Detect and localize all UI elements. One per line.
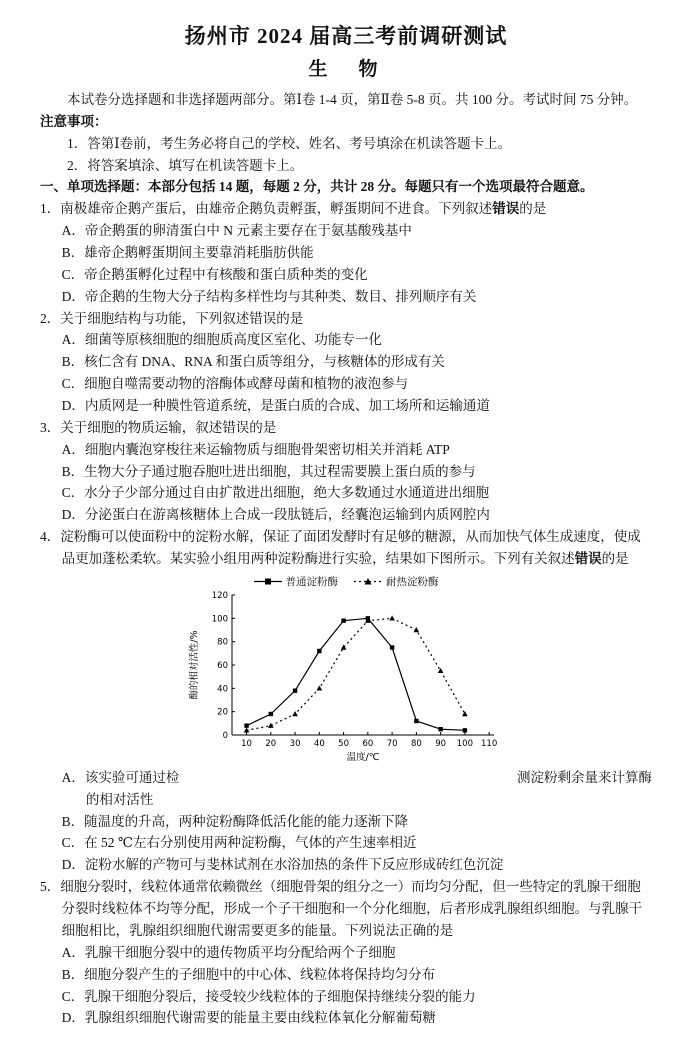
question-1-option-c: C．帝企鹅蛋孵化过程中有核酸和蛋白质种类的变化: [61, 266, 368, 282]
question-4-bold-word: 错误: [574, 551, 602, 567]
question-5-option-d: D．乳腺组织细胞代谢需要的能量主要由线粒体氧化分解葡萄糖: [61, 1010, 436, 1026]
question-3-option-a: A．细胞内囊泡穿梭往来运输物质与细胞骨架密切相关并消耗 ATP: [61, 441, 450, 457]
svg-text:40: 40: [313, 738, 325, 749]
question-5: [40, 876, 652, 1029]
notes-label: 注意事项：: [40, 113, 108, 129]
svg-text:100: 100: [211, 614, 228, 625]
svg-text:20: 20: [217, 707, 228, 718]
question-2-option-a: A．细菌等原核细胞的细胞质高度区室化、功能专一化: [61, 332, 382, 348]
legend-solid-line-square-marker-icon: [254, 577, 282, 586]
question-4-option-a-left: A．该实验可通过检: [61, 769, 180, 785]
svg-text:80: 80: [410, 738, 422, 749]
question-4-option-a-continued: 的相对活性: [85, 791, 154, 807]
question-2-text: 关于细胞结构与功能，下列叙述错误的是: [60, 310, 304, 326]
chart-canvas: [186, 589, 506, 767]
svg-text:60: 60: [362, 738, 374, 749]
legend-item-heat-stable-amylase: [354, 574, 439, 589]
question-5-option-c: C．乳腺干细胞分裂后，接受较少线粒体的子细胞保持继续分裂的能力: [61, 988, 476, 1004]
svg-text:50: 50: [338, 738, 350, 749]
legend-dotted-line-triangle-marker-icon: [354, 577, 382, 586]
question-4-text: 淀粉酶可以使面粉中的淀粉水解，保证了面团发酵时有足够的糖源，从而加快气体生成速度，使成品更加蓬松柔软。某实验小组用两种淀粉酶进行实验，结果如下图所示。下列有关叙述: [60, 529, 641, 567]
question-1-number: 1．: [40, 201, 61, 217]
question-4-option-c: C．在 52 ℃左右分别使用两种淀粉酶，气体的产生速率相近: [61, 835, 417, 851]
svg-text:30: 30: [289, 738, 301, 749]
question-4-number: 4．: [40, 529, 61, 545]
question-2-option-b: B．核仁含有 DNA、RNA 和蛋白质等组分，与核糖体的形成有关: [61, 354, 445, 370]
svg-text:110: 110: [481, 738, 498, 749]
legend-label-heat-stable-amylase: 耐热淀粉酶: [386, 575, 439, 588]
svg-text:温度/℃: 温度/℃: [346, 751, 380, 763]
question-3-option-b: B．生物大分子通过胞吞胞吐进出细胞，其过程需要膜上蛋白质的参与: [61, 463, 476, 479]
note-1: 1．答第Ⅰ卷前，考生务必将自己的学校、姓名、考号填涂在机读答题卡上。: [67, 135, 512, 151]
note-2: 2．将答案填涂、填写在机读答题卡上。: [67, 157, 304, 173]
question-1-stem: [40, 198, 652, 220]
question-1-option-b: B．雄帝企鹅孵蛋期间主要靠消耗脂肪供能: [61, 245, 314, 261]
svg-text:100: 100: [456, 738, 474, 749]
enzyme-activity-chart: [181, 574, 511, 767]
question-5-stem: [40, 876, 652, 942]
question-3-number: 3．: [40, 419, 61, 435]
question-2: [40, 308, 652, 417]
exam-title: 扬州市 2024 届高三考前调研测试: [184, 24, 508, 48]
question-2-stem: [40, 308, 652, 330]
question-1-bold-word: 错误: [492, 201, 520, 217]
svg-text:0: 0: [222, 730, 228, 741]
svg-text:90: 90: [435, 738, 447, 749]
svg-text:40: 40: [217, 684, 228, 695]
svg-text:120: 120: [211, 590, 228, 601]
question-4-option-b: B．随温度的升高，两种淀粉酶降低活化能的能力逐渐下降: [61, 813, 409, 829]
question-1-option-d: D．帝企鹅的生物大分子结构多样性均与其种类、数目、排列顺序有关: [61, 288, 477, 304]
svg-text:80: 80: [217, 637, 228, 648]
question-5-number: 5．: [40, 879, 61, 895]
svg-text:酶的相对活性/%: 酶的相对活性/%: [189, 630, 200, 700]
question-1-text: 南极雄帝企鹅产蛋后，由雄帝企鹅负责孵蛋，孵蛋期间不进食。下列叙述: [60, 201, 493, 217]
svg-text:60: 60: [217, 660, 228, 671]
question-1-text-end: 的是: [519, 201, 547, 217]
question-4-text-end: 的是: [601, 551, 629, 567]
question-2-number: 2．: [40, 310, 61, 326]
question-5-option-b: B．细胞分裂产生的子细胞中的中心体、线粒体将保持均匀分布: [61, 966, 436, 982]
question-4-option-a-right: 测淀粉剩余量来计算酶: [517, 769, 652, 785]
svg-text:20: 20: [265, 738, 277, 749]
section-heading: 一、单项选择题：本部分包括 14 题，每题 2 分，共计 28 分。每题只有一个选项最符合题意。: [40, 179, 594, 195]
question-4-option-d: D．淀粉水解的产物可与斐林试剂在水浴加热的条件下反应形成砖红色沉淀: [61, 857, 504, 873]
chart-legend: [181, 574, 511, 589]
legend-item-normal-amylase: [254, 574, 339, 589]
question-5-text: 细胞分裂时，线粒体通常依赖微丝（细胞骨架的组分之一）而均匀分配，但一些特定的乳腺干细胞分裂时线粒体不均等分配，形成一个子干细胞和一个分化细胞，后者形成乳腺组织细胞。与乳腺干细胞相比，乳腺组织细胞代谢需要更多的能量。下列说法正确的是: [60, 879, 643, 938]
question-5-option-a: A．乳腺干细胞分裂中的遗传物质平均分配给两个子细胞: [61, 944, 396, 960]
question-3-text: 关于细胞的物质运输，叙述错误的是: [60, 419, 277, 435]
question-1-option-a: A．帝企鹅蛋的卵清蛋白中 N 元素主要存在于氨基酸残基中: [61, 223, 412, 239]
legend-label-normal-amylase: 普通淀粉酶: [285, 575, 338, 588]
question-3-option-c: C．水分子少部分通过自由扩散进出细胞，绝大多数通过水通道进出细胞: [61, 485, 490, 501]
question-1: [40, 198, 652, 307]
question-2-option-c: C．细胞自噬需要动物的溶酶体或酵母菌和植物的液泡参与: [61, 376, 409, 392]
svg-text:70: 70: [386, 738, 398, 749]
question-3: [40, 417, 652, 526]
exam-intro: 本试卷分选择题和非选择题两部分。第Ⅰ卷 1-4 页，第Ⅱ卷 5-8 页。共 100 分。考试时间 75 分钟。: [67, 92, 638, 107]
svg-text:10: 10: [241, 738, 252, 749]
question-3-stem: [40, 417, 652, 439]
question-4-stem: [40, 526, 652, 570]
question-4: [40, 526, 652, 876]
exam-subject: 生 物: [308, 59, 384, 80]
question-4-option-a: [40, 767, 652, 789]
question-2-option-d: D．内质网是一种膜性管道系统，是蛋白质的合成、加工场所和运输通道: [61, 398, 490, 414]
question-3-option-d: D．分泌蛋白在游离核糖体上合成一段肽链后，经囊泡运输到内质网腔内: [61, 507, 490, 523]
